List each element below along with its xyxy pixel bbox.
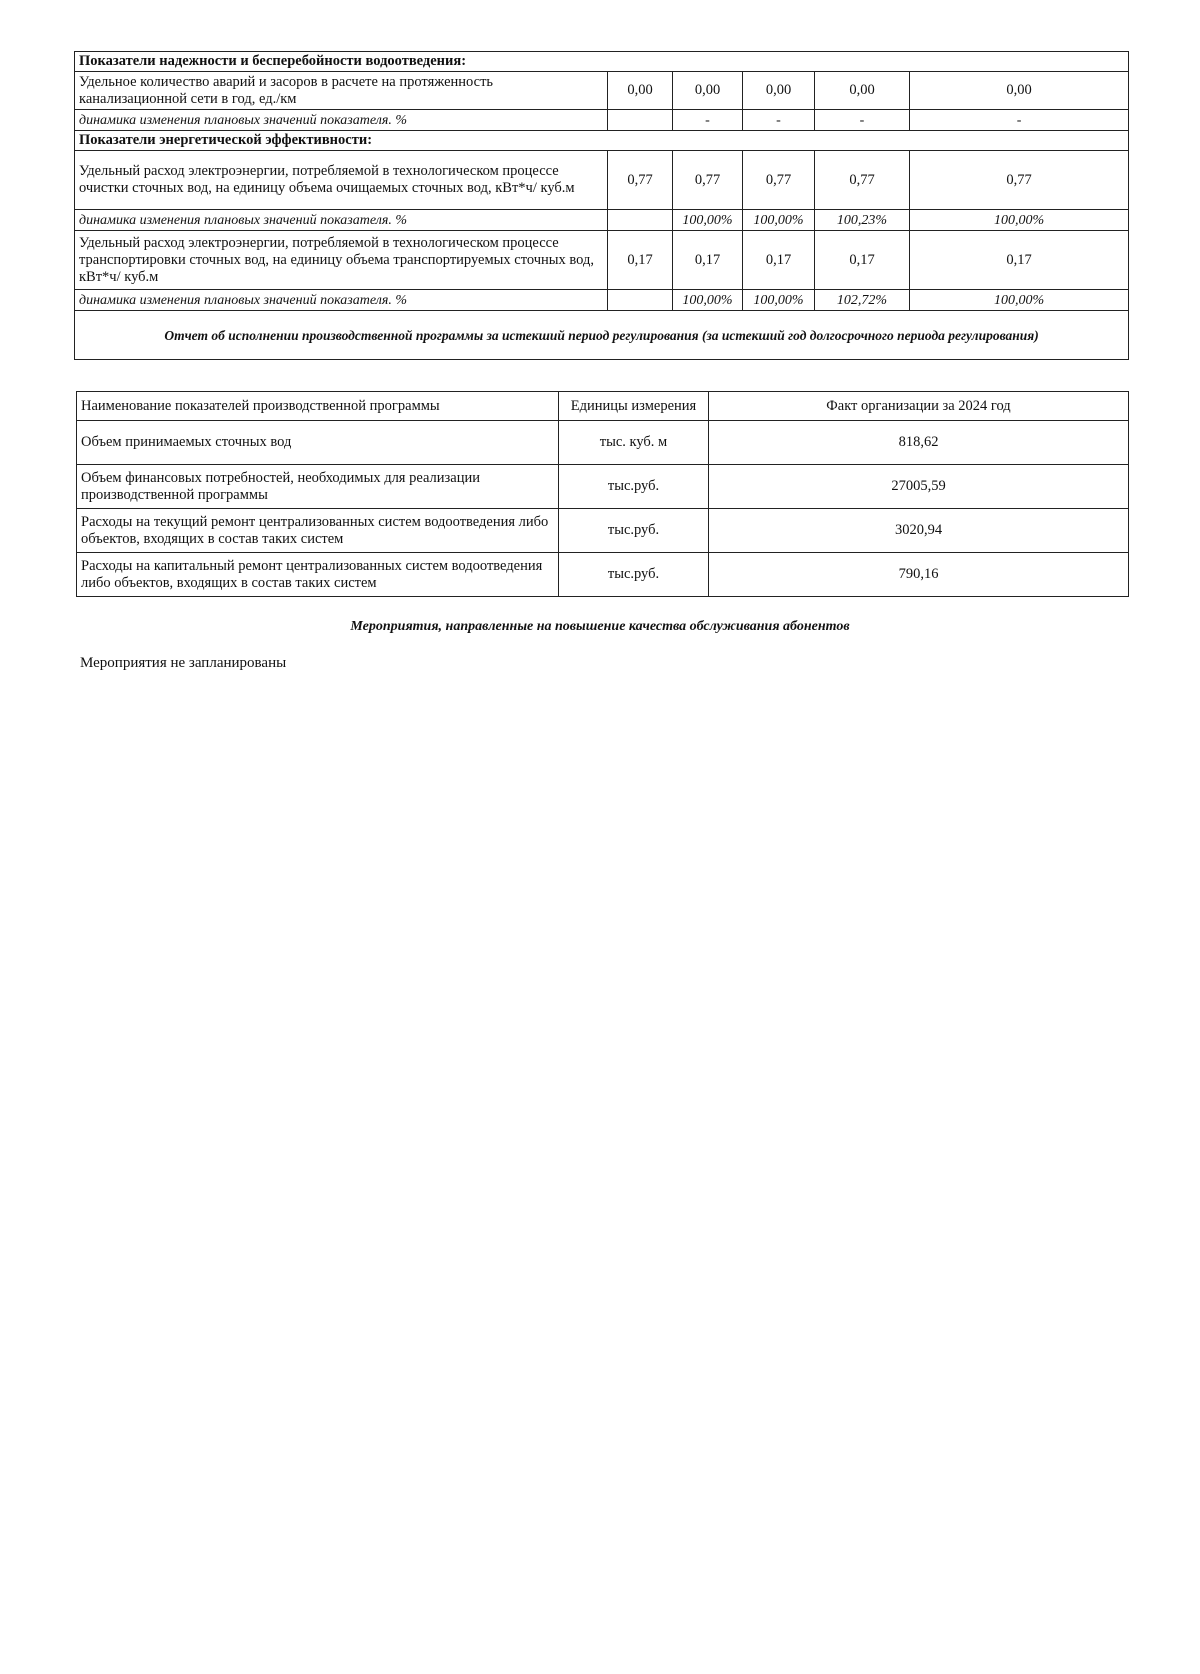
table-header-row — [77, 392, 1129, 421]
dynamics-label: динамика изменения плановых значений показателя. % — [75, 290, 608, 311]
value-cell — [608, 110, 673, 131]
table-row — [75, 231, 1129, 290]
column-header: Наименование показателей производственной программы — [77, 392, 559, 421]
indicator-name: Расходы на капитальный ремонт централизованных систем водоотведения либо объектов, входящих в состав таких систем — [77, 553, 559, 597]
value-cell — [608, 290, 673, 311]
table-row — [77, 553, 1129, 597]
value-cell: 0,77 — [608, 151, 673, 210]
indicator-name: Объем принимаемых сточных вод — [77, 421, 559, 465]
value-cell: 100,00% — [743, 290, 815, 311]
report-title: Отчет об исполнении производственной программы за истекший период регулирования (за истекший год долгосрочного периода регулирования) — [75, 311, 1129, 360]
value-cell: 100,00% — [910, 290, 1129, 311]
value-cell: - — [910, 110, 1129, 131]
value-cell: 0,00 — [608, 72, 673, 110]
value-cell: - — [743, 110, 815, 131]
table-row — [77, 465, 1129, 509]
value-cell: 0,00 — [673, 72, 743, 110]
value-cell: 0,77 — [743, 151, 815, 210]
value-cell: 100,00% — [743, 210, 815, 231]
table-row — [75, 210, 1129, 231]
value-cell: 0,00 — [815, 72, 910, 110]
indicator-name: Расходы на текущий ремонт централизованных систем водоотведения либо объектов, входящих в состав таких систем — [77, 509, 559, 553]
fact-cell: 27005,59 — [709, 465, 1129, 509]
value-cell: - — [673, 110, 743, 131]
fact-cell: 3020,94 — [709, 509, 1129, 553]
transport-energy-label: Удельный расход электроэнергии, потребляемой в технологическом процессе транспортировки сточных вод, на единицу объема транспортируемых сточных вод, кВт*ч/ куб.м — [75, 231, 608, 290]
energy-section-row — [75, 131, 1129, 151]
value-cell: - — [815, 110, 910, 131]
value-cell: 0,17 — [743, 231, 815, 290]
unit-cell: тыс.руб. — [559, 553, 709, 597]
value-cell: 0,00 — [910, 72, 1129, 110]
table-row — [75, 290, 1129, 311]
measures-note: Мероприятия не запланированы — [80, 655, 287, 671]
value-cell — [608, 210, 673, 231]
value-cell: 0,17 — [815, 231, 910, 290]
fact-cell: 818,62 — [709, 421, 1129, 465]
unit-cell: тыс.руб. — [559, 465, 709, 509]
value-cell: 100,00% — [673, 210, 743, 231]
value-cell: 100,23% — [815, 210, 910, 231]
value-cell: 0,17 — [608, 231, 673, 290]
accidents-label: Удельное количество аварий и засоров в расчете на протяженность канализационной сети в год, ед./км — [75, 72, 608, 110]
value-cell: 0,17 — [910, 231, 1129, 290]
reliability-section-row — [75, 52, 1129, 72]
fact-cell: 790,16 — [709, 553, 1129, 597]
column-header: Единицы измерения — [559, 392, 709, 421]
value-cell: 0,77 — [815, 151, 910, 210]
energy-section-title: Показатели энергетической эффективности: — [75, 131, 1129, 151]
table-row — [77, 509, 1129, 553]
value-cell: 100,00% — [673, 290, 743, 311]
table-row — [77, 421, 1129, 465]
dynamics-label: динамика изменения плановых значений показателя. % — [75, 210, 608, 231]
column-header: Факт организации за 2024 год — [709, 392, 1129, 421]
report-table — [76, 391, 1129, 597]
dynamics-label: динамика изменения плановых значений показателя. % — [75, 110, 608, 131]
indicators-table — [74, 51, 1129, 360]
table-row — [75, 110, 1129, 131]
value-cell: 100,00% — [910, 210, 1129, 231]
value-cell: 0,77 — [673, 151, 743, 210]
unit-cell: тыс.руб. — [559, 509, 709, 553]
reliability-section-title: Показатели надежности и бесперебойности водоотведения: — [75, 52, 1129, 72]
cleaning-energy-label: Удельный расход электроэнергии, потребляемой в технологическом процессе очистки сточных вод, на единицу объема очищаемых сточных вод, кВт*ч/ куб.м — [75, 151, 608, 210]
table-row — [75, 151, 1129, 210]
measures-title: Мероприятия, направленные на повышение качества обслуживания абонентов — [350, 619, 850, 634]
unit-cell: тыс. куб. м — [559, 421, 709, 465]
value-cell: 102,72% — [815, 290, 910, 311]
indicator-name: Объем финансовых потребностей, необходимых для реализации производственной программы — [77, 465, 559, 509]
value-cell: 0,77 — [910, 151, 1129, 210]
report-title-row — [75, 311, 1129, 360]
value-cell: 0,00 — [743, 72, 815, 110]
value-cell: 0,17 — [673, 231, 743, 290]
table-row — [75, 72, 1129, 110]
